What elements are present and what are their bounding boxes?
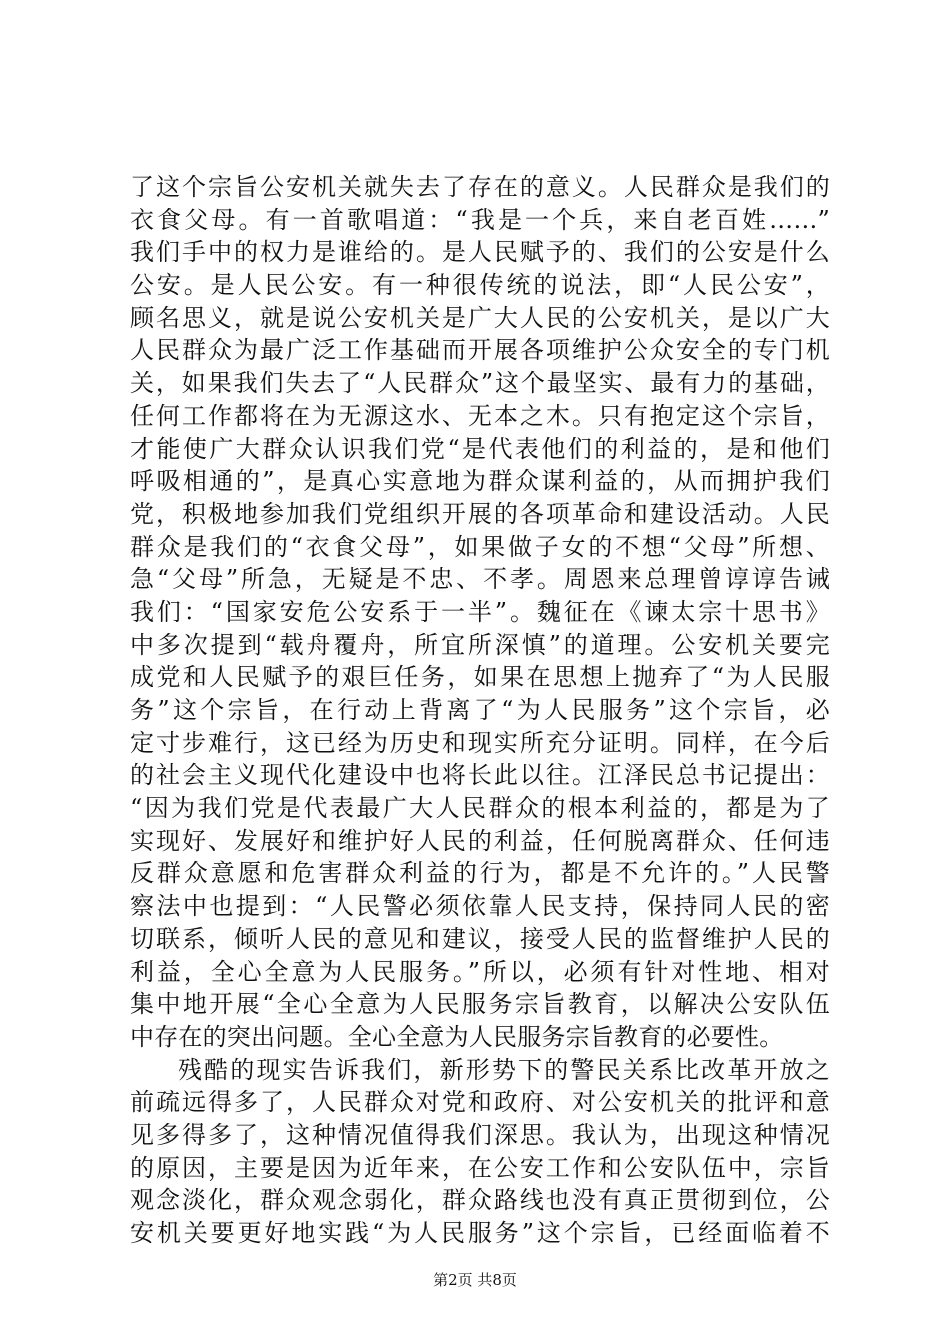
text-line: 了这个宗旨公安机关就失去了存在的意义。人民群众是我们的 (130, 173, 830, 201)
text-line: 群众是我们的“衣食父母”，如果做子女的不想“父母”所想、 (130, 532, 830, 561)
text-line: 我们手中的权力是谁给的。是人民赋予的、我们的公安是什么 (130, 238, 830, 267)
text-line: 务”这个宗旨，在行动上背离了“为人民服务”这个宗旨，必 (130, 696, 830, 724)
text-line: 定寸步难行，这已经为历史和现实所充分证明。同样，在今后 (130, 728, 830, 757)
text-line: 任何工作都将在为无源这水、无本之木。只有抱定这个宗旨， (130, 401, 830, 430)
text-line: 见多得多了，这种情况值得我们深思。我认为，出现这种情况 (130, 1120, 830, 1149)
text-line: 中多次提到“载舟覆舟，所宜所深慎”的道理。公安机关要完 (130, 630, 830, 659)
body-text (130, 171, 830, 1250)
text-line: 的原因，主要是因为近年来，在公安工作和公安队伍中，宗旨 (130, 1153, 830, 1182)
paragraph-2 (130, 1054, 830, 1250)
text-line: 衣食父母。有一首歌唱道：“我是一个兵，来自老百姓……” (130, 205, 830, 234)
text-line: 观念淡化，群众观念弱化，群众路线也没有真正贯彻到位，公 (130, 1186, 830, 1215)
text-line: 切联系，倾听人民的意见和建议，接受人民的监督维护人民的 (130, 924, 830, 953)
page-number-label: 第2页 共8页 (433, 1271, 517, 1289)
text-line: 安机关要更好地实践“为人民服务”这个宗旨，已经面临着不 (130, 1219, 830, 1247)
text-line: 利益，全心全意为人民服务。”所以，必须有针对性地、相对 (130, 957, 830, 986)
paragraph-1 (130, 171, 830, 1054)
text-line: 关，如果我们失去了“人民群众”这个最坚实、最有力的基础， (130, 369, 830, 398)
text-line: 察法中也提到：“人民警必须依靠人民支持，保持同人民的密 (130, 892, 830, 921)
page-footer (0, 1270, 950, 1290)
text-line: 才能使广大群众认识我们党“是代表他们的利益的，是和他们 (130, 434, 830, 463)
text-line: 残酷的现实告诉我们，新形势下的警民关系比改革开放之 (178, 1055, 830, 1084)
text-line: 实现好、发展好和维护好人民的利益，任何脱离群众、任何违 (130, 826, 830, 855)
text-line: 顾名思义，就是说公安机关是广大人民的公安机关，是以广大 (130, 303, 830, 332)
text-line: 我们：“国家安危公安系于一半”。魏征在《谏太宗十思书》 (130, 597, 830, 626)
text-line: 的社会主义现代化建设中也将长此以往。江泽民总书记提出： (130, 761, 830, 790)
text-line: 集中地开展“全心全意为人民服务宗旨教育，以解决公安队伍 (130, 990, 830, 1019)
text-line: 成党和人民赋予的艰巨任务，如果在思想上抛弃了“为人民服 (130, 663, 830, 692)
text-line: 急“父母”所急，无疑是不忠、不孝。周恩来总理曾谆谆告诫 (130, 565, 830, 594)
text-line: 党，积极地参加我们党组织开展的各项革命和建设活动。人民 (130, 499, 830, 528)
text-line: “因为我们党是代表最广大人民群众的根本利益的，都是为了 (130, 794, 830, 823)
text-line: 公安。是人民公安。有一种很传统的说法，即“人民公安”， (130, 271, 830, 300)
text-line: 人民群众为最广泛工作基础而开展各项维护公众安全的专门机 (130, 336, 830, 365)
text-line: 前疏远得多了，人民群众对党和政府、对公安机关的批评和意 (130, 1088, 830, 1117)
text-line: 中存在的突出问题。全心全意为人民服务宗旨教育的必要性。 (130, 1022, 784, 1051)
text-line: 反群众意愿和危害群众利益的行为，都是不允许的。”人民警 (130, 859, 830, 888)
text-line: 呼吸相通的”，是真心实意地为群众谋利益的，从而拥护我们 (130, 467, 830, 496)
